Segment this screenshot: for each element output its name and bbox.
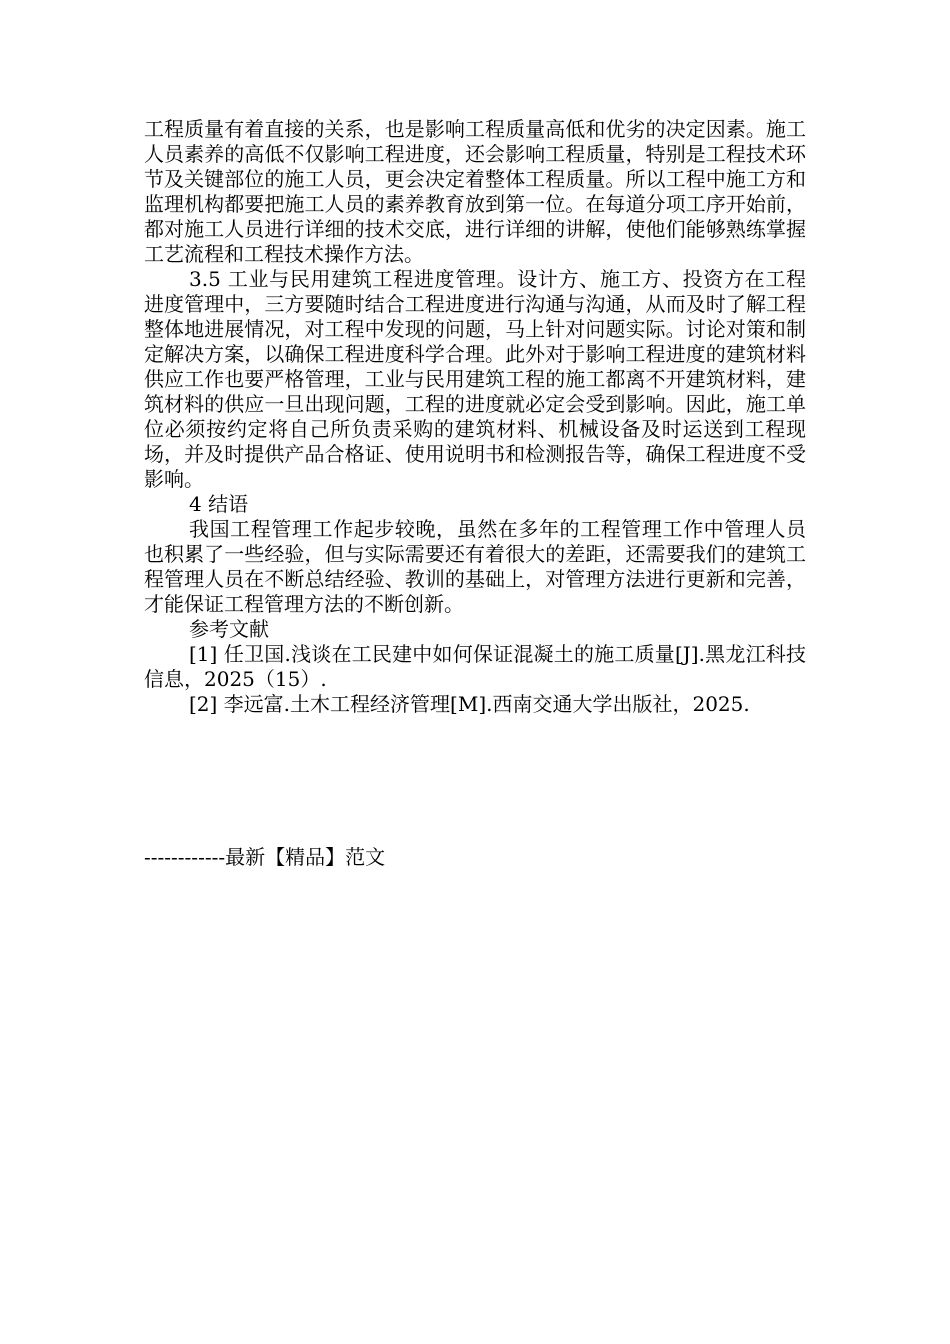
paragraph-progress-management: 3.5 工业与民用建筑工程进度管理。设计方、施工方、投资方在工程进度管理中，三方要随时结合工程进度进行沟通与沟通，从而及时了解工程整体地进展情况，对工程中发现的问题，马上针对问题实际。讨论对策和制定解决方案，以确保工程进度科学合理。此外对于影响工程进度的建筑材料供应工作也要严格管理，工业与民用建筑工程的施工都离不开建筑材料，建筑材料的供应一旦出现问题，工程的进度就必定会受到影响。因此，施工单位必须按约定将自己所负责采购的建筑材料、机械设备及时运送到工程现场，并及时提供产品合格证、使用说明书和检测报告等，确保工程进度不受影响。 [144, 267, 806, 491]
footer-tagline: ------------最新【精品】范文 [144, 845, 386, 869]
section-heading-references: 参考文献 [189, 617, 269, 641]
paragraph-quality-continuation: 工程质量有着直接的关系，也是影响工程质量高低和优劣的决定因素。施工人员素养的高低不仅影响工程进度，还会影响工程质量，特别是工程技术环节及关键部位的施工人员，更会决定着整体工程质量。所以工程中施工方和监理机构都要把施工人员的素养教育放到第一位。在每道分项工序开始前，都对施工人员进行详细的技术交底，进行详细的讲解，使他们能够熟练掌握工艺流程和工程技术操作方法。 [144, 117, 806, 266]
reference-item-1: [1] 任卫国.浅谈在工民建中如何保证混凝土的施工质量[J].黑龙江科技信息，2025（15）. [144, 642, 806, 691]
reference-item-2: [2] 李远富.土木工程经济管理[M].西南交通大学出版社，2025. [189, 692, 750, 716]
document-body [144, 117, 806, 717]
paragraph-conclusion: 我国工程管理工作起步较晚，虽然在多年的工程管理工作中管理人员也积累了一些经验，但与实际需要还有着很大的差距，还需要我们的建筑工程管理人员在不断总结经验、教训的基础上，对管理方法进行更新和完善，才能保证工程管理方法的不断创新。 [144, 517, 806, 616]
section-heading-conclusion: 4 结语 [189, 492, 249, 516]
